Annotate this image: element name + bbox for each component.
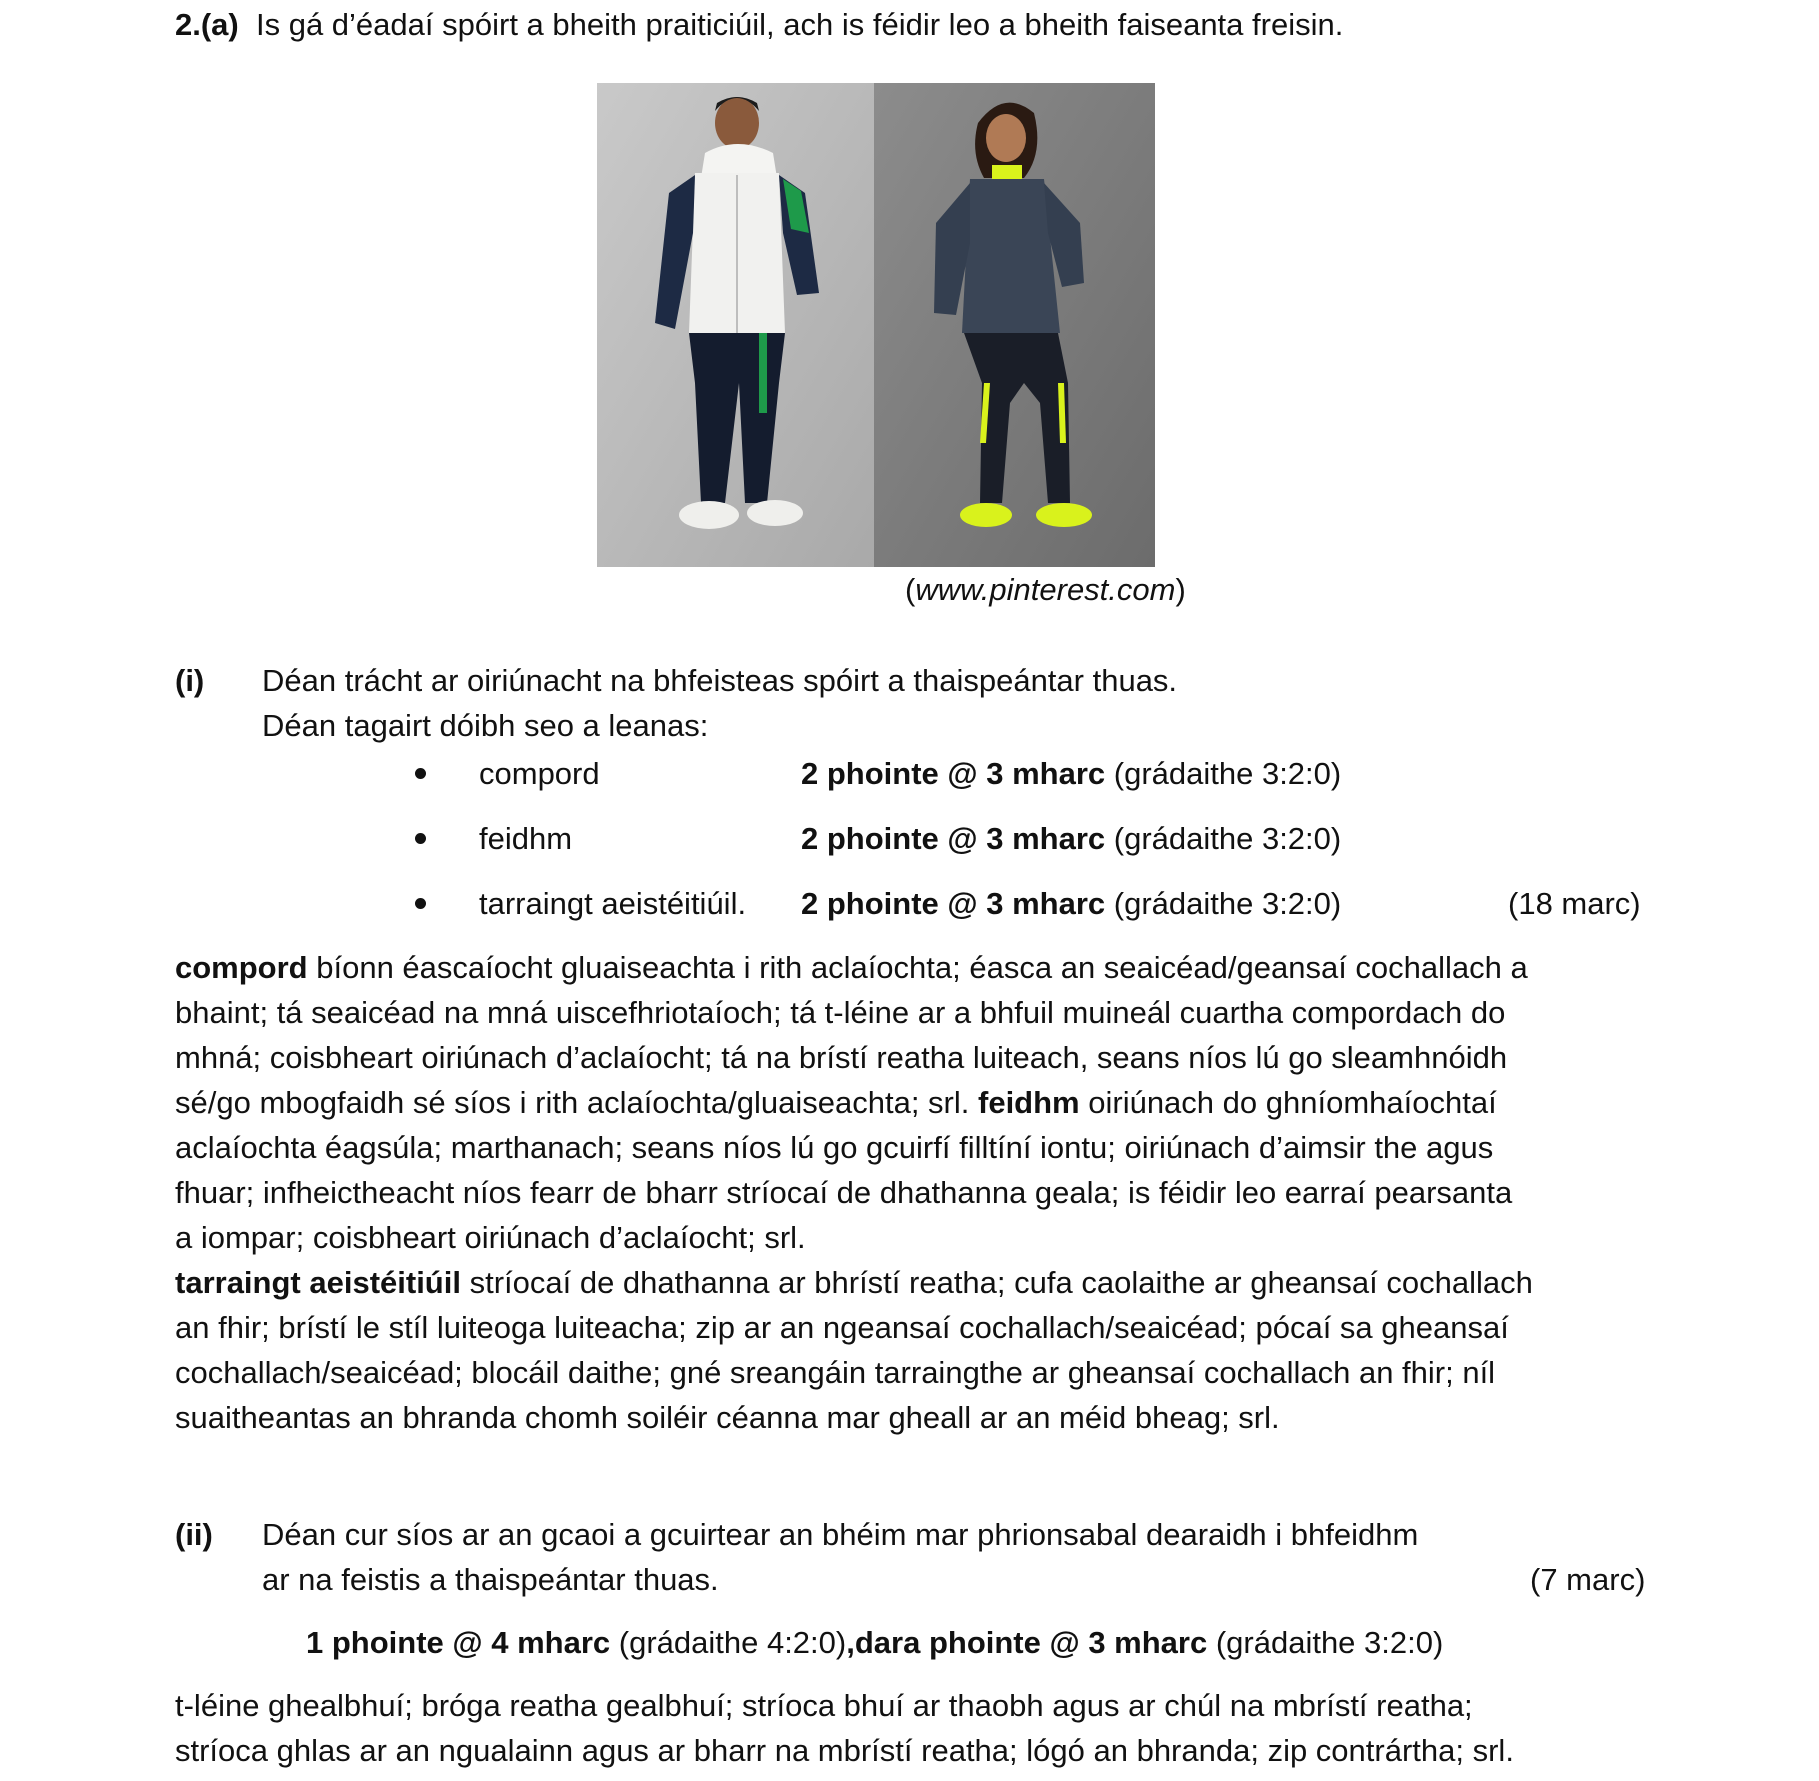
answer-line: a iompar; coisbheart oiriúnach d’aclaíocht; srl. xyxy=(175,1220,806,1255)
photo-woman-sports-jacket xyxy=(874,83,1155,567)
part-ii-prompt-line2: ar na feistis a thaispeántar thuas. xyxy=(262,1562,719,1597)
part-i-answer xyxy=(175,945,1675,1440)
bullet-scheme: 2 phointe @ 3 mharc (grádaithe 3:2:0) xyxy=(801,821,1342,856)
answer-line: sé/go mbogfaidh sé síos i rith aclaíochta/gluaiseachta; srl. feidhm oiriúnach do ghníomhaíochtaí xyxy=(175,1085,1497,1120)
part-ii-marks: (7 marc) xyxy=(1530,1562,1646,1597)
answer-line: t-léine ghealbhuí; bróga reatha gealbhuí; stríoca bhuí ar thaobh agus ar chúl na mbrístí reatha; xyxy=(175,1688,1473,1723)
image-caption: (www.pinterest.com) xyxy=(905,572,1186,607)
question-heading xyxy=(175,2,1343,47)
part-i-prompt-line1: Déan trácht ar oiriúnacht na bhfeisteas spóirt a thaispeántar thuas. xyxy=(262,663,1178,698)
bullet-dot xyxy=(415,768,426,779)
bullet-scheme: 2 phointe @ 3 mharc (grádaithe 3:2:0) xyxy=(801,886,1342,921)
part-i-prompt-line2: Déan tagairt dóibh seo a leanas: xyxy=(262,708,709,743)
bullet-scheme: 2 phointe @ 3 mharc (grádaithe 3:2:0) xyxy=(801,756,1342,791)
bullet-term: feidhm xyxy=(479,821,573,856)
answer-line: suaitheantas an bhranda chomh soiléir céanna mar gheall ar an méid bheag; srl. xyxy=(175,1400,1280,1435)
answer-line: an fhir; brístí le stíl luiteoga luiteacha; zip ar an ngeansaí cochallach/seaicéad; pócaí sa gheansaí xyxy=(175,1310,1509,1345)
answer-line: mhná; coisbheart oiriúnach d’aclaíocht; tá na brístí reatha luiteach, seans níos lú go sleamhnóidh xyxy=(175,1040,1508,1075)
part-ii-label: (ii) xyxy=(175,1517,213,1552)
bullet-dot xyxy=(415,898,426,909)
bullet-term: tarraingt aeistéitiúil. xyxy=(479,886,747,921)
question-number: 2.(a) xyxy=(175,7,239,42)
answer-line: aclaíochta éagsúla; marthanach; seans níos lú go gcuirfí filltíní iontu; oiriúnach d’aimsir the agus xyxy=(175,1130,1494,1165)
bullet-term: compord xyxy=(479,756,600,791)
answer-line: stríoca ghlas ar an ngualainn agus ar bharr na mbrístí reatha; lógó an bhranda; zip contrártha; srl. xyxy=(175,1733,1514,1768)
caption-url: www.pinterest.com xyxy=(915,572,1176,607)
answer-line: tarraingt aeistéitiúil stríocaí de dhathanna ar bhrístí reatha; cufa caolaithe ar gheansaí cochallach xyxy=(175,1265,1533,1300)
part-i-label: (i) xyxy=(175,663,205,698)
part-ii-scheme: 1 phointe @ 4 mharc (grádaithe 4:2:0),dara phointe @ 3 mharc (grádaithe 3:2:0) xyxy=(306,1625,1444,1660)
question-text: Is gá d’éadaí spóirt a bheith praiticiúil, ach is féidir leo a bheith faiseanta freisin. xyxy=(255,7,1344,42)
photo-man-tracksuit xyxy=(597,83,874,567)
part-ii-prompt-line1: Déan cur síos ar an gcaoi a gcuirtear an bhéim mar phrionsabal dearaidh i bhfeidhm xyxy=(262,1517,1419,1552)
answer-line: bhaint; tá seaicéad na mná uiscefhriotaíoch; tá t-léine ar a bhfuil muineál cuartha compordach do xyxy=(175,995,1506,1030)
answer-line: compord bíonn éascaíocht gluaiseachta i rith aclaíochta; éasca an seaicéad/geansaí cochallach a xyxy=(175,950,1528,985)
part-i-marks: (18 marc) xyxy=(1508,886,1641,921)
answer-line: fhuar; infheictheacht níos fearr de bharr stríocaí de dhathanna geala; is féidir leo earraí pearsanta xyxy=(175,1175,1513,1210)
bullet-dot xyxy=(415,833,426,844)
part-ii-answer xyxy=(175,1683,1675,1773)
answer-line: cochallach/seaicéad; blocáil daithe; gné sreangáin tarraingthe ar gheansaí cochallach an fhir; níl xyxy=(175,1355,1496,1390)
